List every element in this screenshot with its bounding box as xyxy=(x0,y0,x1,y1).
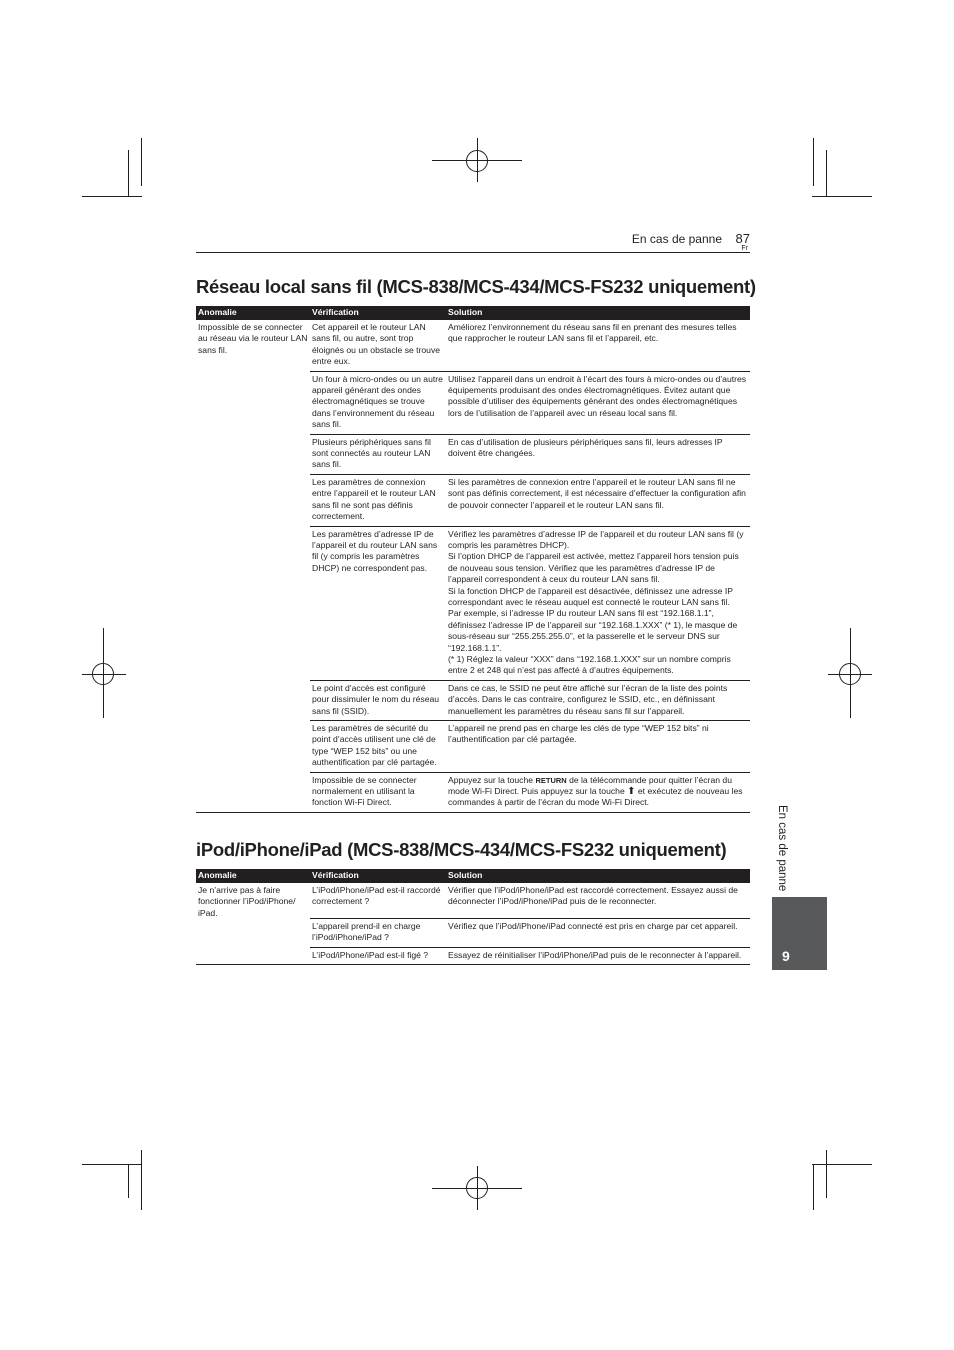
header-section-title: En cas de panne xyxy=(631,232,722,246)
column-header-anomaly: Anomalie xyxy=(196,306,310,320)
check-cell: Les paramètres d’adresse IP de l’appareil et du routeur LAN sans fil (y compris les paramètres DHCP) ne correspondent pas. xyxy=(310,526,446,680)
section-title-wireless-lan: Réseau local sans fil (MCS-838/MCS-434/MCS-FS232 uniquement) xyxy=(196,276,756,297)
column-header-anomaly: Anomalie xyxy=(196,869,310,883)
solution-cell: Vérifiez que l’iPod/iPhone/iPad connecté est pris en charge par cet appareil. xyxy=(446,919,750,948)
return-key-label: RETURN xyxy=(535,775,567,785)
table-header-row xyxy=(196,306,750,320)
language-code: Fr xyxy=(741,245,748,252)
solution-cell: Utilisez l’appareil dans un endroit à l’écart des fours à micro-ondes ou d’autres équipements produisant des ondes électromagnétiques. Évitez autant que possible d’utiliser des équipements générant des ondes électromagnétiques lors de l’utilisation de l’appareil avec un réseau local sans fil. xyxy=(446,371,750,434)
solution-cell: En cas d’utilisation de plusieurs périphériques sans fil, leurs adresses IP doivent être changées. xyxy=(446,434,750,474)
column-header-check: Vérification xyxy=(310,869,446,883)
solution-cell: Vérifier que l’iPod/iPhone/iPad est raccordé correctement. Essayez aussi de déconnecter l’iPod/iPhone/iPad puis de le reconnecter. xyxy=(446,883,750,919)
solution-cell xyxy=(446,772,750,812)
column-header-check: Vérification xyxy=(310,306,446,320)
check-cell: Le point d’accès est configuré pour dissimuler le nom du réseau sans fil (SSID). xyxy=(310,680,446,720)
solution-text: Appuyez sur la touche xyxy=(448,774,536,785)
check-cell: L’appareil prend-il en charge l’iPod/iPhone/iPad ? xyxy=(310,919,446,948)
chapter-tab xyxy=(772,897,827,970)
column-header-solution: Solution xyxy=(446,869,750,883)
side-chapter-label xyxy=(772,805,800,895)
solution-cell: Essayez de réinitialiser l’iPod/iPhone/iPad puis de le reconnecter à l’appareil. xyxy=(446,947,750,964)
page-header xyxy=(196,230,750,253)
anomaly-cell: Impossible de se connecter au réseau via le routeur LAN sans fil. xyxy=(196,320,310,812)
check-cell: Plusieurs périphériques sans fil sont connectés au routeur LAN sans fil. xyxy=(310,434,446,474)
solution-line: Si l’option DHCP de l’appareil est activée, mettez l’appareil hors tension puis de nouveau sous tension. Vérifiez que les paramètres d’adresse IP de l’appareil correspondent à ceux du routeur LAN sans fil. xyxy=(448,551,739,585)
solution-cell: L’appareil ne prend pas en charge les clés de type “WEP 152 bits” ni l’authentification par clé partagée. xyxy=(446,721,750,773)
solution-cell: Si les paramètres de connexion entre l’appareil et le routeur LAN sans fil ne sont pas définis correctement, il est nécessaire d’effectuer la configuration afin de pouvoir connecter l’appareil et le routeur LAN sans fil. xyxy=(446,474,750,526)
solution-line: (* 1) Réglez la valeur “XXX” dans “192.168.1.XXX” sur un nombre compris entre 2 et 248 qui n’est pas affecté à d’autres équipements. xyxy=(448,653,731,676)
solution-line: Si la fonction DHCP de l’appareil est désactivée, définissez une adresse IP correspondant avec le réseau auquel est connecté le routeur LAN sans fil. xyxy=(448,585,733,607)
side-chapter-text: En cas de panne xyxy=(776,805,788,892)
check-cell: Impossible de se connecter normalement en utilisant la fonction Wi-Fi Direct. xyxy=(310,772,446,812)
check-cell: Les paramètres de sécurité du point d’accès utilisent une clé de type “WEP 152 bits” ou une authentification par clé partagée. xyxy=(310,721,446,773)
chapter-number: 9 xyxy=(782,948,790,964)
check-cell: L’iPod/iPhone/iPad est-il raccordé correctement ? xyxy=(310,883,446,919)
section-title-ipod: iPod/iPhone/iPad (MCS-838/MCS-434/MCS-FS232 uniquement) xyxy=(196,839,727,860)
table-row xyxy=(196,883,750,919)
solution-text: et exécutez de nouveau les commandes à partir de l’écran du mode Wi-Fi Direct. xyxy=(448,786,743,808)
solution-cell: Améliorez l’environnement du réseau sans fil en prenant des mesures telles que rapprocher le routeur LAN sans fil et l’appareil, etc. xyxy=(446,320,750,371)
troubleshooting-table-wireless-lan xyxy=(196,306,750,813)
solution-text: de la télécommande pour quitter l’écran du mode Wi-Fi Direct. Puis appuyez sur la touche xyxy=(448,774,732,797)
table-row xyxy=(196,320,750,371)
solution-line: Vérifiez les paramètres d’adresse IP de l’appareil et du routeur LAN sans fil (y compris les paramètres DHCP). xyxy=(448,528,744,550)
solution-cell xyxy=(446,526,750,680)
check-cell: Un four à micro-ondes ou un autre appareil générant des ondes électromagnétiques se trouve dans l’environnement du réseau sans fil. xyxy=(310,371,446,434)
page-number: 87 xyxy=(735,231,750,246)
table-header-row xyxy=(196,869,750,883)
arrow-up-icon: ⬆ xyxy=(627,786,636,798)
solution-line: Par exemple, si l’adresse IP du routeur LAN sans fil est “192.168.1.1”, définissez l’adresse IP de l’appareil sur “192.168.1.XXX” (* 1), le masque de sous-réseau sur “255.255.255.0”, et la passerelle et le serveur DNS sur “192.168.1.1”. xyxy=(448,608,738,653)
check-cell: L’iPod/iPhone/iPad est-il figé ? xyxy=(310,947,446,964)
check-cell: Les paramètres de connexion entre l’appareil et le routeur LAN sans fil ne sont pas définis correctement. xyxy=(310,474,446,526)
solution-cell: Dans ce cas, le SSID ne peut être affiché sur l’écran de la liste des points d’accès. Dans le cas contraire, configurez le SSID, etc., en définissant manuellement les paramètres du réseau sans fil sur l’appareil. xyxy=(446,680,750,720)
column-header-solution: Solution xyxy=(446,306,750,320)
check-cell: Cet appareil et le routeur LAN sans fil, ou autre, sont trop éloignés ou un obstacle se trouve entre eux. xyxy=(310,320,446,371)
anomaly-cell: Je n’arrive pas à faire fonctionner l’iPod/iPhone/ iPad. xyxy=(196,883,310,965)
troubleshooting-table-ipod xyxy=(196,869,750,965)
